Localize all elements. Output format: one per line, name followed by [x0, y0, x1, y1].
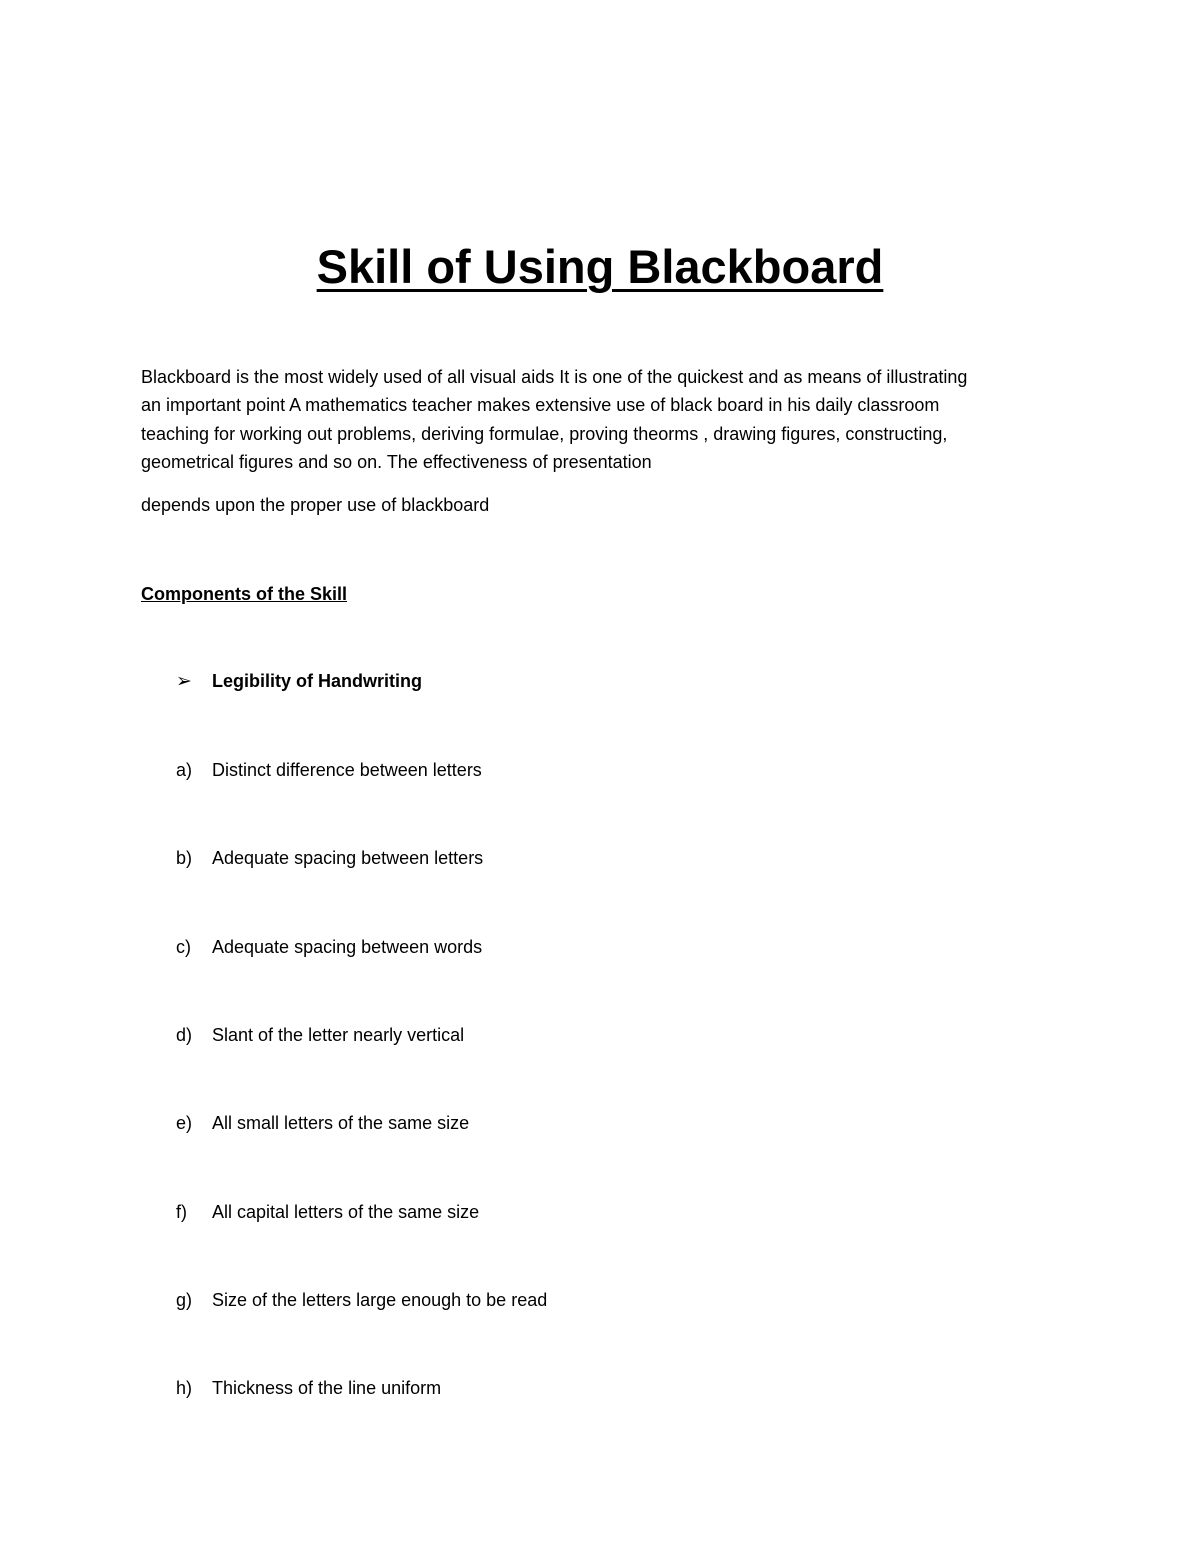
list-item [176, 1109, 469, 1137]
list-item-text: Size of the letters large enough to be read [212, 1289, 548, 1310]
list-item-text: Slant of the letter nearly vertical [212, 1024, 465, 1045]
section-heading: Components of the Skill [141, 584, 348, 604]
list-item [176, 844, 483, 872]
list-item-marker: c) [176, 936, 191, 957]
intro-continuation: depends upon the proper use of blackboard [141, 495, 490, 515]
list-item-marker: g) [176, 1289, 193, 1310]
bullet-text: Legibility of Handwriting [212, 671, 422, 691]
list-item-marker: h) [176, 1378, 193, 1399]
list-item-marker: f) [176, 1201, 187, 1222]
list-item-marker: e) [176, 1113, 193, 1134]
document-title: Skill of Using Blackboard [316, 240, 884, 293]
intro-line: teaching for working out problems, deriving formulae, proving theorms , drawing figures, constructing, [141, 423, 948, 444]
list-item-marker: d) [176, 1024, 193, 1045]
intro-paragraph [141, 363, 1071, 476]
intro-line: an important point A mathematics teacher makes extensive use of black board in his daily classroom [141, 395, 940, 416]
list-item-text: Adequate spacing between words [212, 936, 483, 957]
list-item-text: All small letters of the same size [212, 1113, 470, 1134]
list-item-text: Adequate spacing between letters [212, 848, 484, 869]
list-item-marker: a) [176, 760, 193, 780]
list-item [176, 1021, 464, 1049]
list-item [176, 933, 482, 961]
list-item-text: All capital letters of the same size [212, 1201, 480, 1222]
list-item [176, 1286, 547, 1314]
intro-line: geometrical figures and so on. The effectiveness of presentation [141, 451, 652, 472]
list-item [176, 1374, 441, 1402]
list-item-marker: b) [176, 848, 193, 869]
list-item-text: Distinct difference between letters [212, 760, 482, 780]
intro-line: Blackboard is the most widely used of all visual aids It is one of the quickest and as means of illustrating [141, 367, 968, 387]
list-item-text: Thickness of the line uniform [212, 1378, 442, 1399]
arrowhead-bullet-icon: ➢ [176, 671, 192, 692]
list-item [176, 1198, 479, 1226]
bullet-item [176, 667, 422, 696]
list-item [176, 756, 482, 784]
